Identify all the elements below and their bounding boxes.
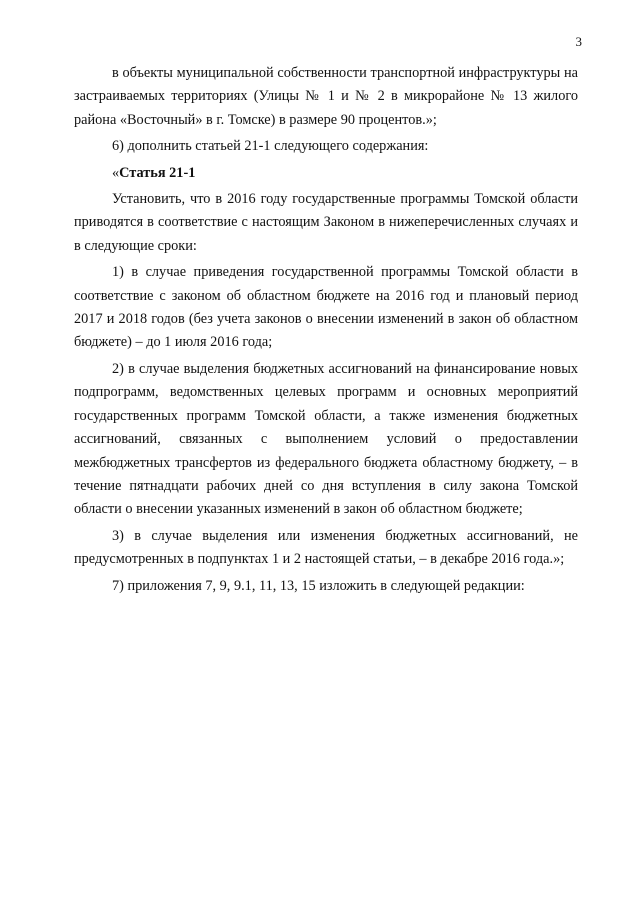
paragraph-item-7: 7) приложения 7, 9, 9.1, 11, 13, 15 изложить в следующей редакции: [112,577,525,594]
document-body [74,62,578,601]
page-number: 3 [575,34,582,49]
paragraph-continuation: в объекты муниципальной собственности транспортной инфраструктуры на застраиваемых территориях (Улицы № 1 и № 2 в микрорайоне № 13 жилого района «Восточный» в г. Томске) в размере 90 процентов.»; [74,65,578,128]
paragraph-subitem-3: 3) в случае выделения или изменения бюджетных ассигнований, не предусмотренных в подпунктах 1 и 2 настоящей статьи, – в декабре 2016 года.»; [74,527,578,568]
paragraph-subitem-2: 2) в случае выделения бюджетных ассигнований на финансирование новых подпрограмм, ведомственных целевых программ и основных мероприятий государственных программ Томской области, а также изменения бюджетных ассигнований, связанных с выполнением условий о предоставлении межбюджетных трансфертов из федерального бюджета областному бюджету, – в течение пятнадцати рабочих дней со дня вступления в силу закона Томской области о внесении указанных изменений в закон об областном бюджете; [74,360,578,518]
paragraph-item-6: 6) дополнить статьей 21-1 следующего содержания: [112,138,429,155]
paragraph-subitem-1: 1) в случае приведения государственной программы Томской области в соответствие с законом об областном бюджете на 2016 год и плановый период 2017 и 2018 годов (без учета законов о внесении изменений в закон об областном бюджете) – до 1 июля 2016 года; [74,264,578,351]
paragraph-article-intro: Установить, что в 2016 году государственные программы Томской области приводятся в соответствие с настоящим Законом в нижеперечисленных случаях и в следующие сроки: [74,191,578,254]
article-heading-title: Статья 21-1 [119,164,196,181]
article-heading [74,162,578,185]
article-heading-quote: « [112,164,120,181]
